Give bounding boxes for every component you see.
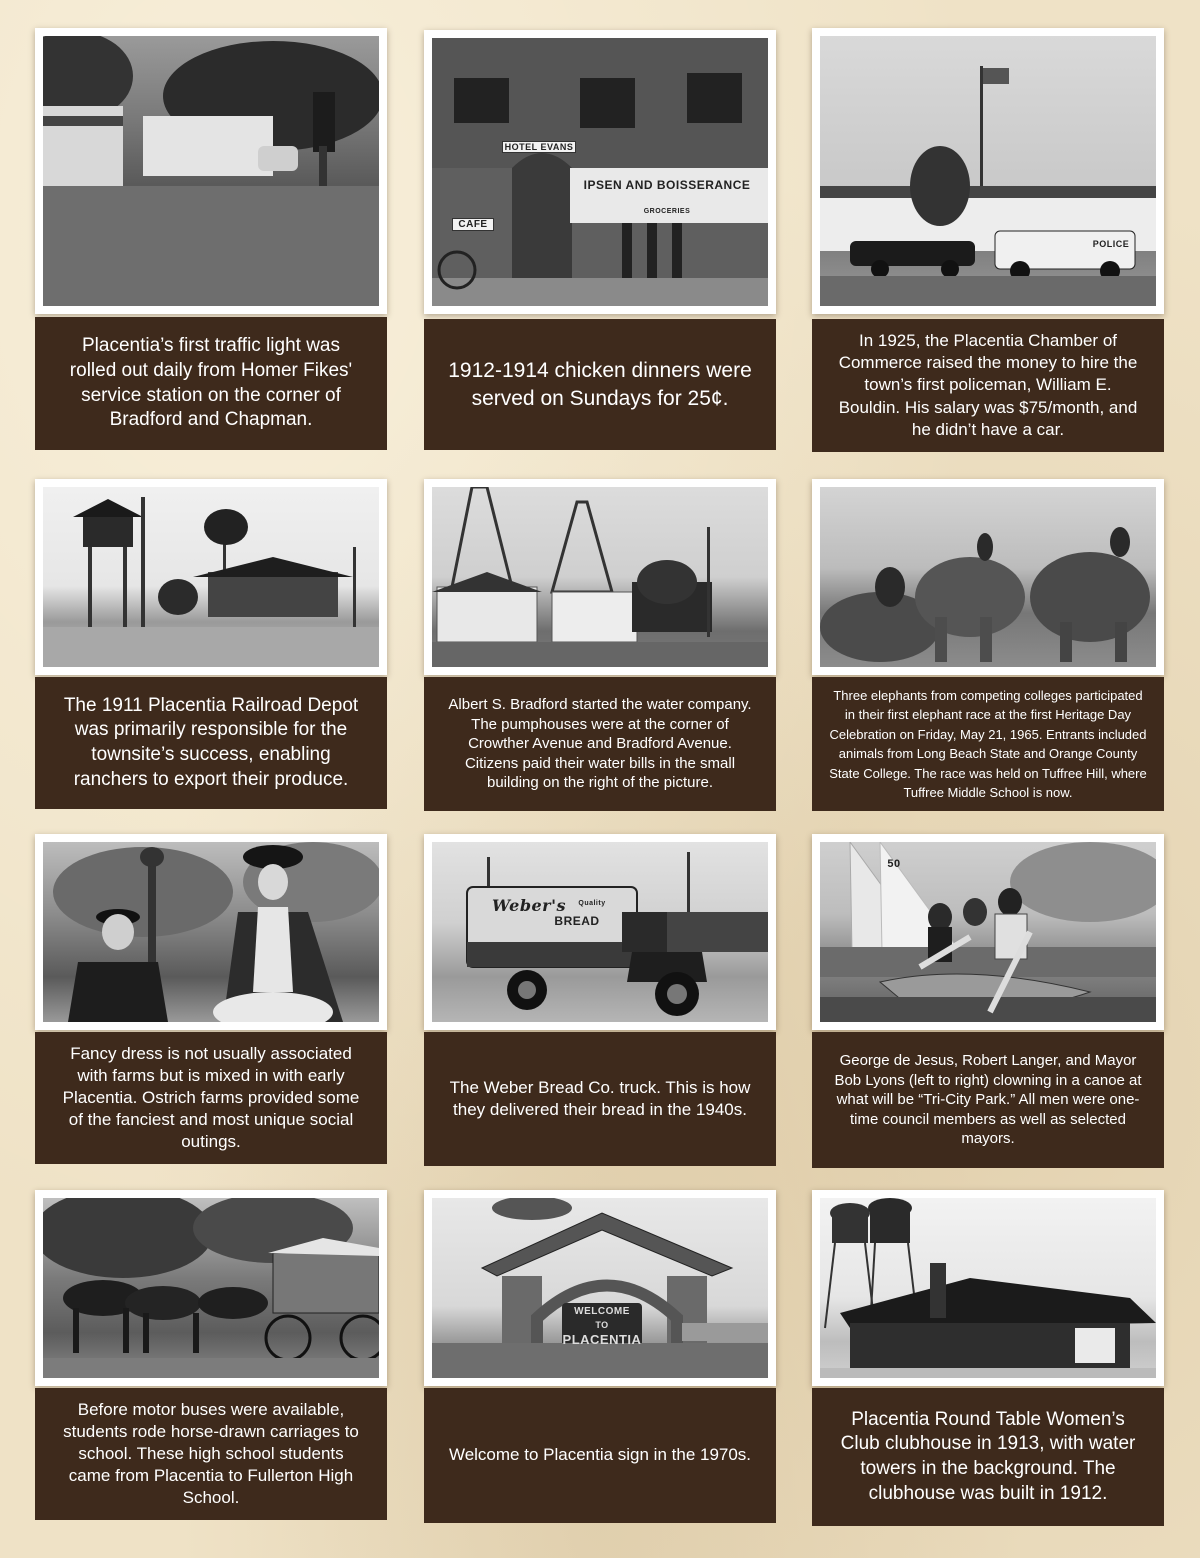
card-weber-truck bbox=[424, 834, 776, 1166]
caption-text: The Weber Bread Co. truck. This is how they delivered their bread in the 1940s. bbox=[449, 1077, 751, 1119]
to-word: TO bbox=[595, 1320, 609, 1330]
photo-police bbox=[820, 36, 1156, 306]
card-traffic-light bbox=[35, 28, 387, 450]
sail-number: 50 bbox=[887, 858, 901, 870]
quality-label: Quality bbox=[578, 900, 606, 907]
welcome-word: WELCOME bbox=[574, 1306, 630, 1317]
photo-weber-truck bbox=[432, 842, 768, 1022]
caption-text: Albert S. Bradford started the water company. The pumphouses were at the corner of Crowther Avenue and Bradford Avenue. Citizens paid their water bills in the small building on the right of the picture. bbox=[448, 696, 752, 792]
photo-frame bbox=[35, 834, 387, 1030]
store-sign: IPSEN AND BOISSERANCE bbox=[583, 178, 751, 192]
caption bbox=[35, 677, 387, 809]
police-sign: POLICE bbox=[1092, 239, 1130, 249]
caption bbox=[35, 317, 387, 450]
photo-horse-carriages bbox=[43, 1198, 379, 1378]
caption-text: Welcome to Placentia sign in the 1970s. bbox=[448, 1445, 752, 1465]
caption bbox=[424, 1032, 776, 1166]
caption-text: In 1925, the Placentia Chamber of Commerce raised the money to hire the town’s first policeman, William E. Bouldin. His salary was $75/month, and he didn’t have a car. bbox=[838, 331, 1138, 439]
photo-frame bbox=[35, 28, 387, 314]
photo-womens-club bbox=[820, 1198, 1156, 1378]
card-police bbox=[812, 28, 1164, 452]
photo-frame bbox=[424, 1190, 776, 1386]
card-pumphouses bbox=[424, 479, 776, 811]
caption-text: Placentia Round Table Women’s Club clubhouse in 1913, with water towers in the background. The clubhouse was built in 1912. bbox=[840, 1408, 1136, 1504]
photo-frame bbox=[424, 30, 776, 314]
card-hotel-evans bbox=[424, 30, 776, 450]
caption bbox=[812, 1388, 1164, 1526]
caption bbox=[35, 1032, 387, 1164]
hotel-sign: HOTEL EVANS bbox=[502, 141, 576, 153]
card-horse-carriages bbox=[35, 1190, 387, 1520]
photo-frame bbox=[35, 479, 387, 675]
photo-welcome-sign bbox=[432, 1198, 768, 1378]
caption-text: Placentia’s first traffic light was rolled out daily from Homer Fikes' service station on the corner of Bradford and Chapman. bbox=[69, 335, 353, 431]
placentia-word: PLACENTIA bbox=[562, 1332, 642, 1347]
photo-traffic-light bbox=[43, 36, 379, 306]
photo-frame bbox=[812, 834, 1164, 1030]
photo-railroad-depot bbox=[43, 487, 379, 667]
caption-text: 1912-1914 chicken dinners were served on Sundays for 25¢. bbox=[448, 359, 752, 410]
caption bbox=[424, 319, 776, 450]
card-elephants bbox=[812, 479, 1164, 811]
caption bbox=[812, 677, 1164, 811]
photo-frame bbox=[812, 1190, 1164, 1386]
caption bbox=[35, 1388, 387, 1520]
photo-hotel-evans bbox=[432, 38, 768, 306]
photo-frame bbox=[424, 479, 776, 675]
weber-logo: Weber's bbox=[491, 896, 567, 915]
photo-elephants bbox=[820, 487, 1156, 667]
caption bbox=[812, 1032, 1164, 1168]
caption-text: Three elephants from competing colleges participated in their first elephant race at the first Heritage Day Celebration on Friday, May 21, 1965. Entrants included animals from Long Beach State and Orange County State College. The race was held on Tuffree Hill, where Tuffree Middle School is now. bbox=[829, 687, 1147, 800]
groceries-sign: GROCERIES bbox=[643, 208, 691, 215]
photo-pumphouses bbox=[432, 487, 768, 667]
caption-text: Fancy dress is not usually associated with farms but is mixed in with early Placentia. Ostrich farms provided some of the fanciest and most unique social outings. bbox=[62, 1043, 360, 1152]
photo-frame bbox=[424, 834, 776, 1030]
caption-text: George de Jesus, Robert Langer, and Mayor Bob Lyons (left to right) clowning in a canoe at what will be “Tri-City Park.” All men were one-time council members as well as selected mayors. bbox=[834, 1052, 1142, 1148]
photo-frame bbox=[35, 1190, 387, 1386]
photo-frame bbox=[812, 28, 1164, 314]
photo-frame bbox=[812, 479, 1164, 675]
caption-text: The 1911 Placentia Railroad Depot was primarily responsible for the townsite’s success, enabling ranchers to export their produce. bbox=[63, 694, 359, 790]
card-railroad-depot bbox=[35, 479, 387, 809]
photo-canoe bbox=[820, 842, 1156, 1022]
card-ostrich bbox=[35, 834, 387, 1164]
caption bbox=[424, 1388, 776, 1523]
card-welcome-sign bbox=[424, 1190, 776, 1523]
cafe-sign: CAFE bbox=[452, 218, 494, 231]
photo-ostrich bbox=[43, 842, 379, 1022]
card-womens-club bbox=[812, 1190, 1164, 1526]
card-canoe bbox=[812, 834, 1164, 1168]
caption bbox=[424, 677, 776, 811]
bread-label: BREAD bbox=[554, 914, 600, 928]
caption-text: Before motor buses were available, students rode horse-drawn carriages to school. These high school students came from Placentia to Fullerton High School. bbox=[63, 1399, 359, 1508]
caption bbox=[812, 319, 1164, 452]
